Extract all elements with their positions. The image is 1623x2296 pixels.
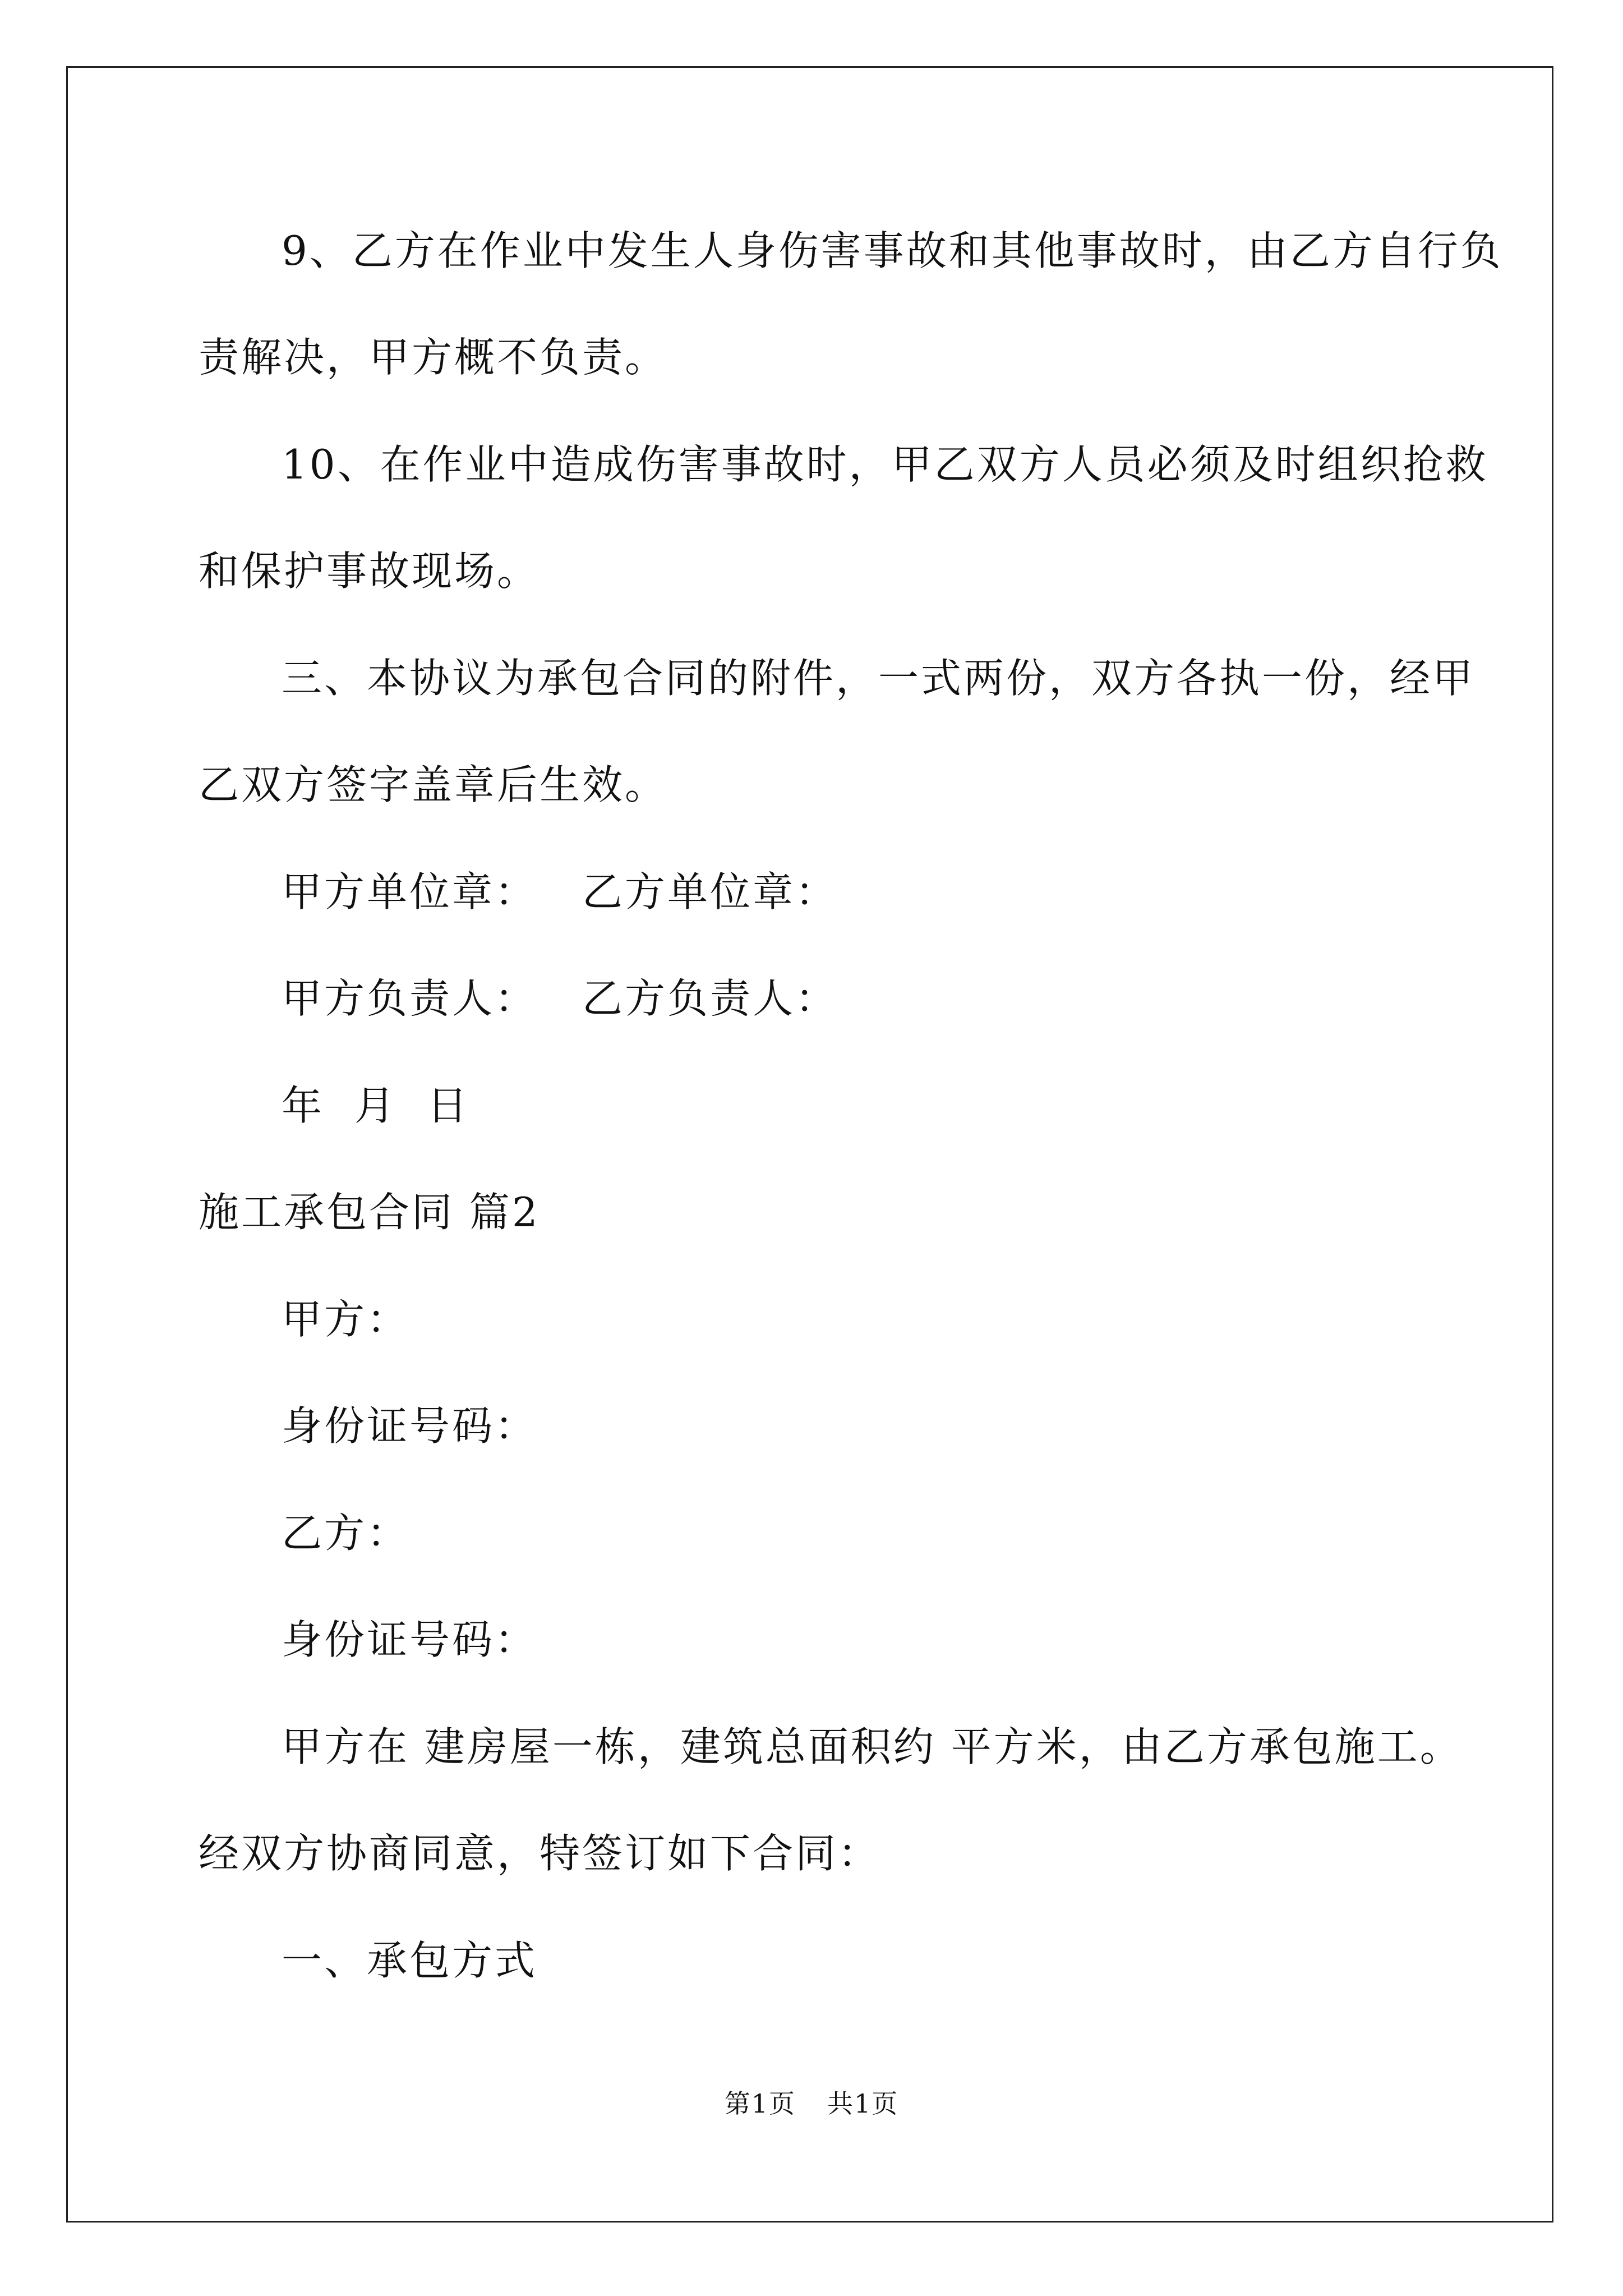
- signatory-line: [282, 973, 838, 1024]
- section-heading: 施工承包合同 篇2: [199, 1189, 540, 1236]
- page-footer: [0, 2087, 1623, 2120]
- paragraph-line: 乙双方签字盖章后生效。: [199, 761, 668, 808]
- date-line: 年 月 日: [282, 1082, 470, 1129]
- party-b-signatory-label: 乙方负责人：: [582, 975, 838, 1022]
- paragraph-line: 9、乙方在作业中发生人身伤害事故和其他事故时，由乙方自行负: [282, 227, 1503, 274]
- paragraph-line: 和保护事故现场。: [199, 547, 540, 595]
- paragraph-line: 10、在作业中造成伤害事故时，甲乙双方人员必须及时组织抢救: [282, 441, 1488, 488]
- party-a-seal-label: 甲方单位章：: [282, 868, 538, 915]
- paragraph-line: 三、本协议为承包合同的附件，一式两份，双方各执一份，经甲: [282, 655, 1476, 702]
- paragraph-line: 经双方协商同意，特签订如下合同：: [199, 1830, 881, 1877]
- clause-heading: 一、承包方式: [282, 1937, 538, 1984]
- paragraph-line: 责解决，甲方概不负责。: [199, 334, 668, 381]
- seal-line: [282, 867, 838, 917]
- page-number-total: 共1页: [827, 2088, 899, 2119]
- party-a-signatory-label: 甲方负责人：: [282, 975, 538, 1022]
- page-border: [66, 66, 1553, 2223]
- party-b-seal-label: 乙方单位章：: [582, 868, 838, 915]
- party-a-label: 甲方：: [282, 1296, 410, 1343]
- paragraph-line: 甲方在 建房屋一栋，建筑总面积约 平方米，由乙方承包施工。: [282, 1723, 1463, 1770]
- party-a-id-label: 身份证号码：: [282, 1402, 538, 1450]
- party-b-label: 乙方：: [282, 1510, 410, 1557]
- party-b-id-label: 身份证号码：: [282, 1616, 538, 1663]
- page-number-current: 第1页: [724, 2088, 796, 2119]
